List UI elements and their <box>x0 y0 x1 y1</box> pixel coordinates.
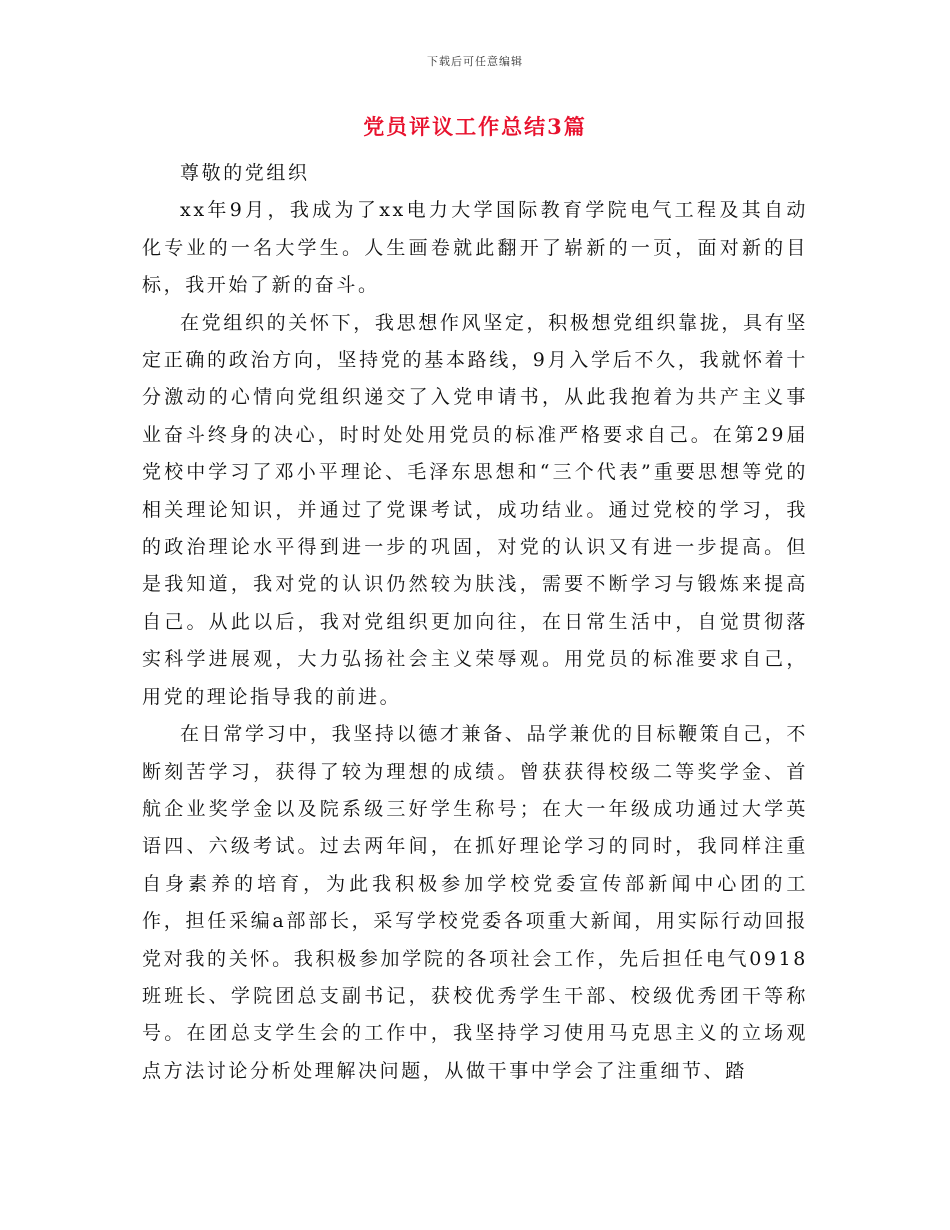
body-paragraph: 在日常学习中，我坚持以德才兼备、品学兼优的目标鞭策自己，不断刻苦学习，获得了较为理想的成绩。曾获获得校级二等奖学金、首航企业奖学金以及院系级三好学生称号；在大一年级成功通过大学英语四、六级考试。过去两年间，在抓好理论学习的同时，我同样注重自身素养的培育，为此我积极参加学校党委宣传部新闻中心团的工作，担任采编a部部长，采写学校党委各项重大新闻，用实际行动回报党对我的关怀。我积极参加学院的各项社会工作，先后担任电气0918班班长、学院团总支副书记，获校优秀学生干部、校级优秀团干等称号。在团总支学生会的工作中，我坚持学习使用马克思主义的立场观点方法讨论分析处理解决问题，从做干事中学会了注重细节、踏 <box>142 723 808 1082</box>
salutation-paragraph: 尊敬的党组织 <box>180 162 310 184</box>
document-body <box>142 155 808 1090</box>
body-paragraph: 在党组织的关怀下，我思想作风坚定，积极想党组织靠拢，具有坚定正确的政治方向，坚持党的基本路线，9月入学后不久，我就怀着十分激动的心情向党组织递交了入党申请书，从此我抱着为共产主义事业奋斗终身的决心，时时处处用党员的标准严格要求自己。在第29届党校中学习了邓小平理论、毛泽东思想和“三个代表”重要思想等党的相关理论知识，并通过了党课考试，成功结业。通过党校的学习，我的政治理论水平得到进一步的巩固，对党的认识又有进一步提高。但是我知道，我对党的认识仍然较为肤浅，需要不断学习与锻炼来提高自己。从此以后，我对党组织更加向往，在日常生活中，自觉贯彻落实科学进展观，大力弘扬社会主义荣辱观。用党员的标准要求自己，用党的理论指导我的前进。 <box>142 311 808 708</box>
body-paragraph: xx年9月，我成为了xx电力大学国际教育学院电气工程及其自动化专业的一名大学生。人生画卷就此翻开了崭新的一页，面对新的目标，我开始了新的奋斗。 <box>142 199 808 297</box>
header-note: 下载后可任意编辑 <box>427 55 523 68</box>
document-title: 党员评议工作总结3篇 <box>363 114 587 139</box>
